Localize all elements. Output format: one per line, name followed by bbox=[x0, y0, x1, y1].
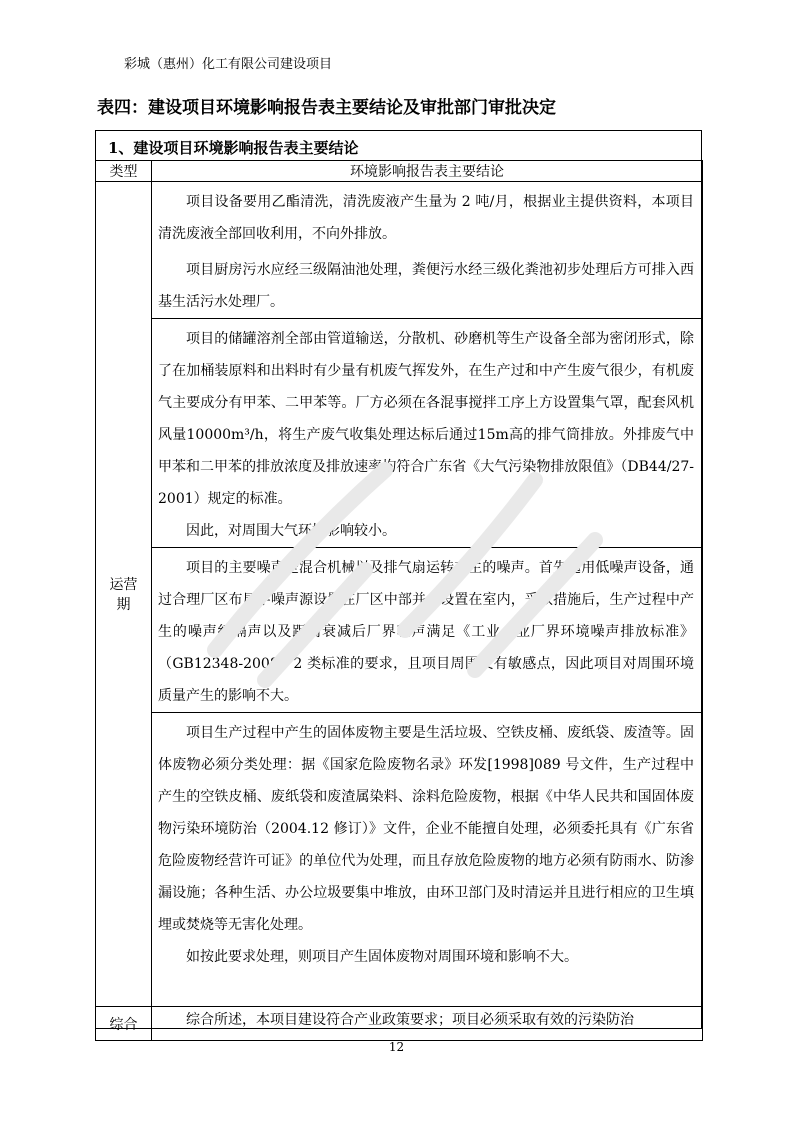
category-operation bbox=[96, 182, 152, 1007]
conclusions-table bbox=[95, 160, 703, 1041]
summary-paragraph-1: 综合所述，本项目建设符合产业政策要求；项目必须采取有效的污染防治 bbox=[186, 1012, 634, 1028]
air-paragraph-1: 项目的储罐溶剂全部由管道输送，分散机、砂磨机等生产设备全部为密闭形式，除了在加桶装原料和出料时有少量有机废气挥发外，在生产过和中产生废气很少，有机废气主要成分有甲苯、二甲苯等。厂方必须在各混事搅拌工序上方设置集气罩，配套风机风量10000m³/h，将生产废气收集处理达标后通过15m高的排气筒排放。外排废气中甲苯和二甲苯的排放浓度及排放速率均符合广东省《大气污染物排放限值》（DB44/27-2001）规定的标准。 bbox=[158, 331, 694, 507]
solid-paragraph-2: 如按此要求处理，则项目产生固体废物对周围环境和影响不大。 bbox=[186, 949, 578, 965]
table-row bbox=[96, 548, 703, 713]
table-row bbox=[96, 713, 703, 1007]
air-paragraph-2: 因此，对周围大气环境影响较小。 bbox=[186, 523, 396, 539]
solid-paragraph-1: 项目生产过程中产生的固体废物主要是生活垃圾、空铁皮桶、废纸袋、废渣等。固体废物必须分类处理：据《国家危险废物名录》环发[1998]089 号文件，生产过程中产生的空铁皮桶、废纸袋和废渣属染料、涂料危险废物，根据《中华人民共和国固体废物污染环境防治（2004.12 修订）》文件，企业不能擅自处理，必须委托具有《广东省危险废物经营许可证》的单位代为处理，而且存放危险废物的地方必须有防雨水、防渗漏设施；各种生活、办公垃圾要集中堆放，由环卫部门及时清运并且进行相应的卫生填埋或焚烧等无害化处理。 bbox=[158, 725, 694, 933]
col-header-type: 类型 bbox=[96, 161, 152, 182]
air-pollution-cell bbox=[152, 319, 703, 548]
table-row bbox=[96, 319, 703, 548]
running-header: 彩城（惠州）化工有限公司建设项目 bbox=[124, 57, 333, 72]
category-operation-line2: 期 bbox=[116, 597, 131, 613]
noise-cell bbox=[152, 548, 703, 713]
water-paragraph-1: 项目设备要用乙酯清洗，清洗废液产生量为 2 吨/月，根据业主提供资料，本项目清洗废液全部回收利用，不向外排放。 bbox=[158, 194, 694, 242]
table-header-row bbox=[96, 161, 703, 182]
table-row bbox=[96, 182, 703, 319]
summary-cell bbox=[152, 1007, 703, 1041]
water-paragraph-2: 项目厨房污水应经三级隔油池处理，粪便污水经三级化粪池初步处理后方可排入西基生活污水处理厂。 bbox=[158, 262, 694, 310]
table-title: 1、建设项目环境影响报告表主要结论 bbox=[108, 139, 359, 157]
page-number: 12 bbox=[388, 1040, 405, 1054]
water-pollution-cell bbox=[152, 182, 703, 319]
category-summary: 综合 bbox=[96, 1007, 152, 1041]
col-header-conclusion: 环境影响报告表主要结论 bbox=[152, 161, 703, 182]
noise-paragraph-1: 项目的主要噪声是混合机械以及排气扇运转产生的噪声。首先选用低噪声设备，通过合理厂区布局半噪声源设置在厂区中部并一设置在室内，采取措施后，生产过程中产生的噪声经隔声以及距离衰减后厂界噪声满足《工业企业厂界环境噪声排放标准》（GB12348-2008）2 类标准的要求，且项目周围没有敏感点，因此项目对周围环境质量产生的影响不大。 bbox=[158, 560, 694, 704]
category-operation-line1: 运营 bbox=[109, 577, 138, 593]
solid-waste-cell bbox=[152, 713, 703, 1007]
table-row bbox=[96, 1007, 703, 1041]
section-title: 表四：建设项目环境影响报告表主要结论及审批部门审批决定 bbox=[97, 98, 556, 118]
